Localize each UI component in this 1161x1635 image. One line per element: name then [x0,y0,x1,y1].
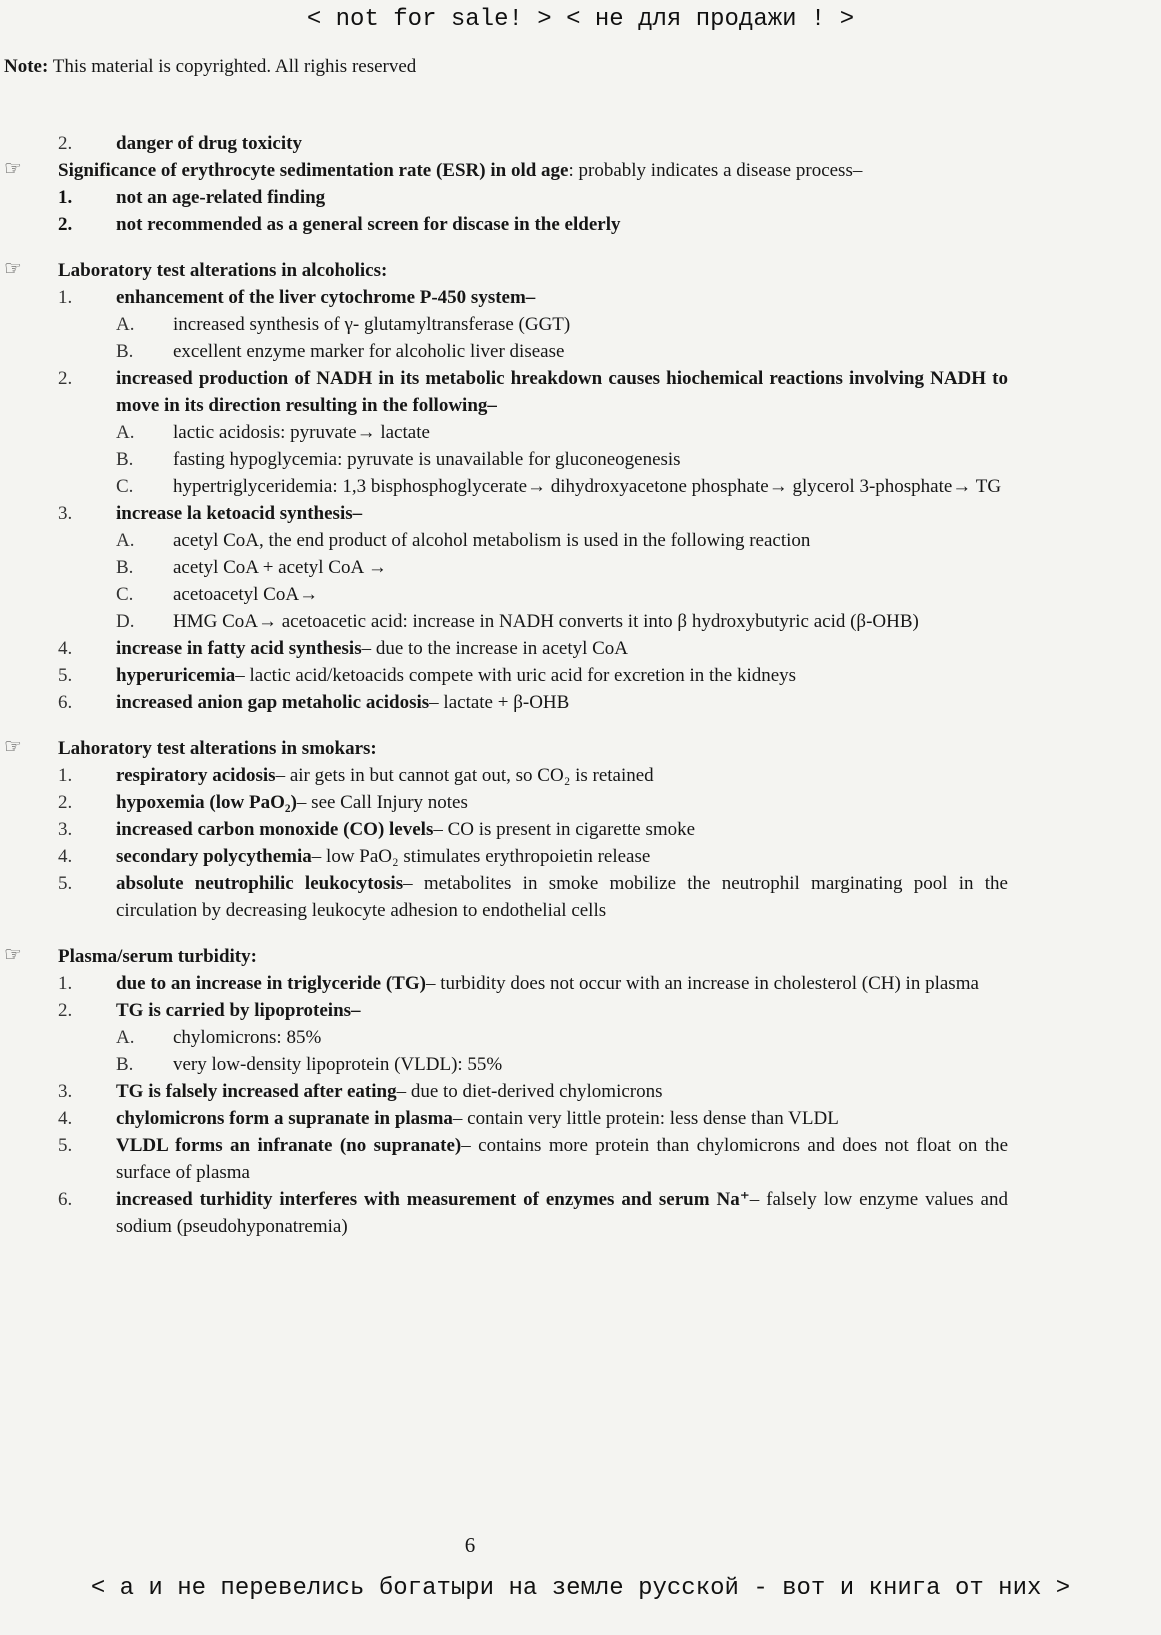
section-title: Significance of erythrocyte sedimentation rate (ESR) in old age [58,160,569,181]
item-number: 1. [58,287,73,308]
sub-item-text: acetoacetyl CoA→ [173,584,319,605]
sub-item-letter: B. [116,341,134,362]
page-number: 6 [464,1533,476,1557]
item-lead: hypoxemia (low PaO₂) [116,792,297,813]
list-item [58,500,1008,527]
item-lead: not recommended as a general screen for discase in the elderly [116,214,621,235]
bottom-banner: < а и не перевелись богатыри на земле русской - вот и книга от них > [90,1575,1071,1602]
item-lead: chylomicrons form a supranate in plasma [116,1108,453,1129]
note-label: Note: [4,56,49,77]
item-lead: respiratory acidosis [116,765,276,786]
sub-item-letter: B. [116,557,134,578]
item-number: 1. [58,765,73,786]
section [4,256,1008,716]
section-title-rest: : probably indicates a disease process– [568,160,863,181]
item-lead: absolute neutrophilic leukocytosis [116,873,404,894]
sub-item-text: acetyl CoA + acetyl CoA → [173,557,387,578]
item-number: 4. [58,846,73,867]
sub-item-text: chylomicrons: 85% [173,1027,322,1048]
item-lead: increase la ketoacid synthesis– [116,503,363,524]
sub-item-text: increased synthesis of γ- glutamyltransferase (GGT) [173,314,571,335]
item-text: – CO is present in cigarette smoke [433,819,696,840]
sub-item [58,608,1008,635]
note-text: This material is copyrighted. All righis reserved [52,56,417,77]
list-item [58,662,1008,689]
item-lead: increase in fatty acid synthesis [116,638,362,659]
list-item [58,211,1008,238]
item-text: – due to diet-derived chylomicrons [396,1081,663,1102]
sub-item-text: very low-density lipoprotein (VLDL): 55% [173,1054,503,1075]
sub-item-text: acetyl CoA, the end product of alcohol metabolism is used in the following reaction [173,530,811,551]
item-lead: increased turhidity interferes with measurement of enzymes and serum Na⁺ [116,1189,750,1210]
section-title: Laboratory test alterations in alcoholics: [58,260,388,281]
item-number: 5. [58,665,73,686]
list-item [58,843,1008,870]
item-lead: TG is carried by lipoproteins– [116,1000,361,1021]
sub-item-text: lactic acidosis: pyruvate→ lactate [173,422,430,443]
item-lead: increased carbon monoxide (CO) levels [116,819,434,840]
list-item [58,365,1008,419]
sub-item-letter: C. [116,476,134,497]
copyright-note [4,56,416,78]
item-number: 6. [58,692,73,713]
list-item [58,184,1008,211]
list-item [58,816,1008,843]
item-number: 2. [58,214,73,235]
sub-item-letter: A. [116,314,135,335]
item-number: 6. [58,1189,73,1210]
pointing-hand-icon: ☞ [4,942,22,966]
sub-item [58,446,1008,473]
sub-item-letter: A. [116,422,135,443]
item-lead: increased anion gap metaholic acidosis [116,692,430,713]
section-title: Plasma/serum turbidity: [58,946,257,967]
item-number: 3. [58,503,73,524]
list-item [58,1186,1008,1240]
item-number: 2. [58,792,73,813]
top-banner: < not for sale! > < не для продажи ! > [306,6,855,33]
section-heading [58,943,1008,970]
item-lead: VLDL forms an infranate (no supranate) [116,1135,462,1156]
sub-item [58,527,1008,554]
item-number: 3. [58,819,73,840]
sub-item-letter: A. [116,1027,135,1048]
list-item [58,789,1008,816]
item-number: 2. [58,1000,73,1021]
section-heading [58,257,1008,284]
item-text: – falsely low enzyme values and sodium (pseudohyponatremia) [116,1189,1008,1237]
list-item [58,870,1008,924]
item-number: 1. [58,973,73,994]
item-text: – air gets in but cannot gat out, so CO₂ is retained [275,765,654,786]
list-item [58,997,1008,1024]
list-item [58,1132,1008,1186]
item-text: – metabolites in smoke mobilize the neutrophil marginating pool in the circulation by decreasing leukocyte adhesion to endothelial cells [116,873,1008,921]
item-text: – see Call Injury notes [296,792,468,813]
sub-item [58,311,1008,338]
list-item [58,284,1008,311]
sub-item-letter: B. [116,1054,134,1075]
item-text: – contains more protein than chylomicrons and does not float on the surface of plasma [116,1135,1008,1183]
item-number: 5. [58,1135,73,1156]
list-item [58,970,1008,997]
section [4,156,1008,238]
sub-item-letter: B. [116,449,134,470]
pointing-hand-icon: ☞ [4,734,22,758]
sub-item [58,1051,1008,1078]
item-number: 2. [58,368,73,389]
section-heading [58,735,1008,762]
list-item [58,130,1008,157]
sub-item-text: hypertriglyceridemia: 1,3 bisphosphoglycerate→ dihydroxyacetone phosphate→ glycerol 3-phosphate→ TG [173,476,1002,497]
item-lead: increased production of NADH in its metabolic hreakdown causes hiochemical reactions involving NADH to move in its direction resulting in the following– [116,368,1008,416]
item-number: 5. [58,873,73,894]
sub-item-letter: D. [116,611,135,632]
sub-item [58,419,1008,446]
section [4,734,1008,924]
sub-item-letter: C. [116,584,134,605]
item-lead: TG is falsely increased after eating [116,1081,397,1102]
item-number: 1. [58,187,73,208]
section-title: Lahoratory test alterations in smokars: [58,738,377,759]
list-item [58,1078,1008,1105]
item-lead: enhancement of the liver cytochrome P-450 system– [116,287,536,308]
sub-item-text: fasting hypoglycemia: pyruvate is unavailable for gluconeogenesis [173,449,681,470]
sub-item [58,338,1008,365]
item-text: – due to the increase in acetyl CoA [361,638,629,659]
item-text: – lactic acid/ketoacids compete with uric acid for excretion in the kidneys [235,665,797,686]
section [58,130,1008,157]
sub-item-letter: A. [116,530,135,551]
sub-item [58,473,1008,500]
item-lead: due to an increase in triglyceride (TG) [116,973,426,994]
section-heading [58,157,1008,184]
list-item [58,1105,1008,1132]
item-number: 3. [58,1081,73,1102]
list-item [58,762,1008,789]
list-item [58,689,1008,716]
item-lead: hyperuricemia [116,665,236,686]
section [4,942,1008,1240]
item-lead: danger of drug toxicity [116,133,302,154]
item-text: – turbidity does not occur with an increase in cholesterol (CH) in plasma [425,973,979,994]
list-item [58,635,1008,662]
sub-item-text: HMG CoA→ acetoacetic acid: increase in NADH converts it into β hydroxybutyric acid (β-OHB) [173,611,919,632]
item-lead: not an age-related finding [116,187,326,208]
item-number: 4. [58,1108,73,1129]
sub-item [58,554,1008,581]
item-lead: secondary polycythemia [116,846,312,867]
item-text: – low PaO₂ stimulates erythropoietin release [311,846,651,867]
sub-item [58,581,1008,608]
item-text: – lactate + β-OHB [429,692,570,713]
pointing-hand-icon: ☞ [4,156,22,180]
sub-item [58,1024,1008,1051]
item-number: 2. [58,133,73,154]
item-text: – contain very little protein: less dense than VLDL [452,1108,839,1129]
sub-item-text: excellent enzyme marker for alcoholic liver disease [173,341,565,362]
pointing-hand-icon: ☞ [4,256,22,280]
document-body [4,130,1008,1240]
item-number: 4. [58,638,73,659]
